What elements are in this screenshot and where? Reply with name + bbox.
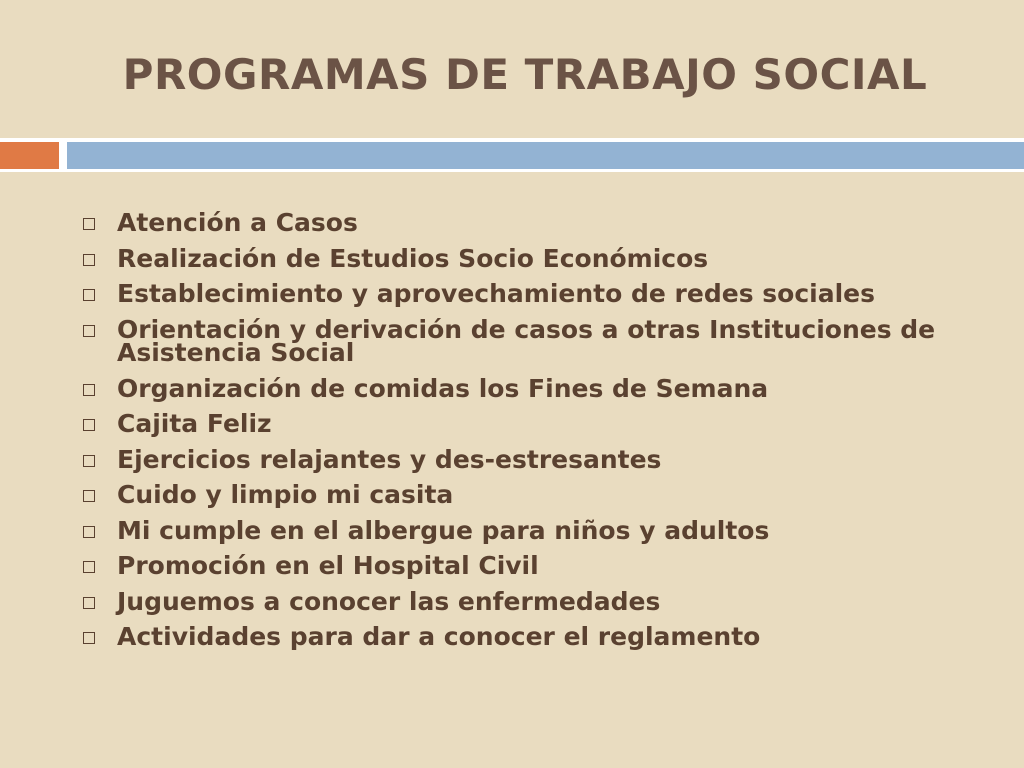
list-item (78, 444, 998, 474)
list-item-text: Promoción en el Hospital Civil (117, 551, 539, 580)
hollow-square-icon (83, 289, 95, 301)
list-item (78, 551, 998, 580)
list-item (78, 279, 998, 308)
hollow-square-icon (83, 325, 95, 337)
list-item (78, 314, 998, 367)
slide-title: PROGRAMAS DE TRABAJO SOCIAL (122, 50, 928, 99)
list-item-text: Realización de Estudios Socio Económicos (117, 243, 709, 273)
list-item (78, 586, 998, 616)
list-item-text: Actividades para dar a conocer el reglamento (117, 622, 761, 651)
hollow-square-icon (83, 526, 95, 538)
hollow-square-icon (83, 632, 95, 644)
list-item-text: Orientación y derivación de casos a otras Instituciones de Asistencia Social (117, 314, 936, 367)
hollow-square-icon (83, 384, 95, 396)
list-item-text: Cajita Feliz (117, 409, 272, 438)
list-item-text: Establecimiento y aprovechamiento de redes sociales (117, 279, 875, 308)
list-item-text: Ejercicios relajantes y des-estresantes (117, 444, 662, 474)
list-item-text: Mi cumple en el albergue para niños y adultos (117, 515, 770, 545)
list-item (78, 622, 998, 651)
list-item-text: Cuido y limpio mi casita (117, 480, 454, 509)
list-item (78, 243, 998, 273)
hollow-square-icon (83, 597, 95, 609)
hollow-square-icon (83, 455, 95, 467)
list-item (78, 515, 998, 545)
list-item-text: Atención a Casos (117, 208, 358, 237)
hollow-square-icon (83, 490, 95, 502)
list-item-text: Organización de comidas los Fines de Semana (117, 373, 769, 403)
list-item (78, 409, 998, 438)
hollow-square-icon (83, 419, 95, 431)
hollow-square-icon (83, 561, 95, 573)
accent-bar-orange (0, 142, 59, 169)
list-item-text: Juguemos a conocer las enfermedades (117, 586, 661, 616)
hollow-square-icon (83, 218, 95, 230)
bullet-list (78, 208, 998, 661)
list-item (78, 373, 998, 403)
list-item (78, 208, 998, 237)
list-item (78, 480, 998, 509)
accent-bar-blue (67, 142, 1024, 169)
hollow-square-icon (83, 254, 95, 266)
